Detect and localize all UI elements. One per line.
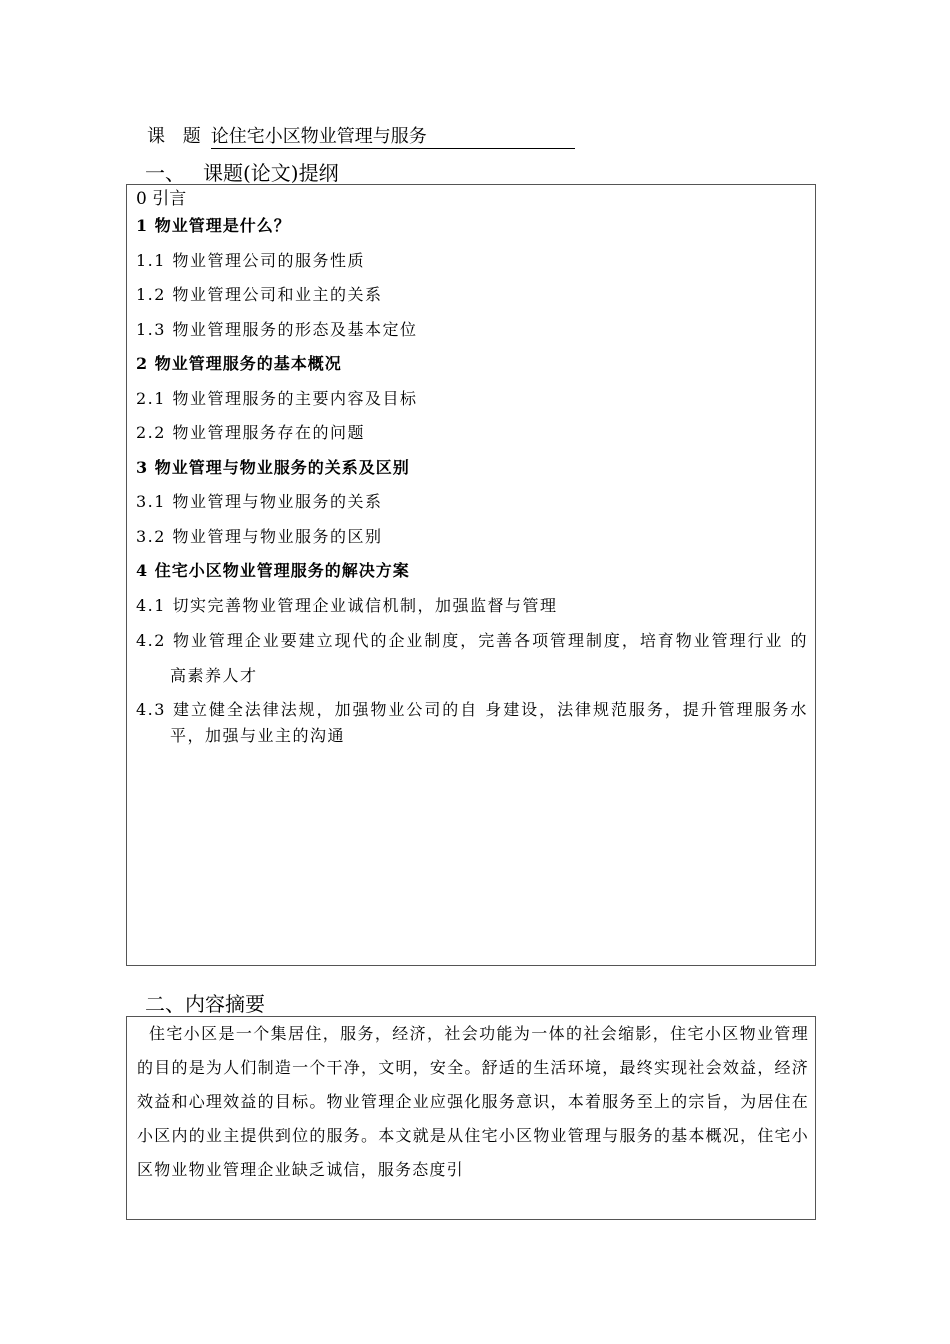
outline-box [126,184,816,966]
outline-item-1-2: 1.2 物业管理公司和业主的关系 [136,285,383,304]
topic-label: 课 题 [147,126,207,147]
outline-item-4: 4 住宅小区物业管理服务的解决方案 [136,561,410,580]
outline-intro: 0 引言 [136,189,187,209]
outline-item-4-3: 4.3 建立健全法律法规，加强物业公司的自 身建设，法律规范服务，提升管理服务水平，加强与业主的沟通 [136,700,808,745]
outline-list [136,209,808,749]
topic-value: 论住宅小区物业管理与服务 [211,126,575,149]
outline-item-4-2: 4.2 物业管理企业要建立现代的企业制度，完善各项管理制度，培育物业管理行业 的高素养人才 [136,631,808,685]
outline-item-3-2: 3.2 物业管理与物业服务的区别 [136,526,383,546]
outline-item-1-1: 1.1 物业管理公司的服务性质 [136,250,366,270]
abstract-box [126,1016,816,1220]
outline-item-4-1: 4.1 切实完善物业管理企业诚信机制，加强监督与管理 [136,595,558,615]
outline-item-3: 3 物业管理与物业服务的关系及区别 [136,457,410,477]
abstract-text: 住宅小区是一个集居住，服务，经济，社会功能为一体的社会缩影，住宅小区物业管理的目的是为人们制造一个干净，文明，安全。舒适的生活环境，最终实现社会效益，经济效益和心理效益的目标。物业管理企业应强化服务意识，本着服务至上的宗旨，为居住在小区内的业主提供到位的服务。本文就是从住宅小区物业管理与服务的基本概况，住宅小区物业物业管理企业缺乏诚信，服务态度引 [137,1024,809,1179]
outline-heading [145,160,339,186]
outline-item-2: 2 物业管理服务的基本概况 [136,354,342,373]
outline-item-1: 1 物业管理是什么？ [136,216,291,235]
outline-heading-number: 一、 [145,161,185,185]
outline-item-1-3: 1.3 物业管理服务的形态及基本定位 [136,319,418,339]
outline-item-3-1: 3.1 物业管理与物业服务的关系 [136,492,383,511]
outline-item-2-1: 2.1 物业管理服务的主要内容及目标 [136,388,418,408]
outline-heading-title: 课题(论文)提纲 [203,161,339,185]
abstract-heading: 二、内容摘要 [145,992,265,1016]
outline-item-2-2: 2.2 物业管理服务存在的问题 [136,423,366,442]
topic-line [147,124,575,150]
